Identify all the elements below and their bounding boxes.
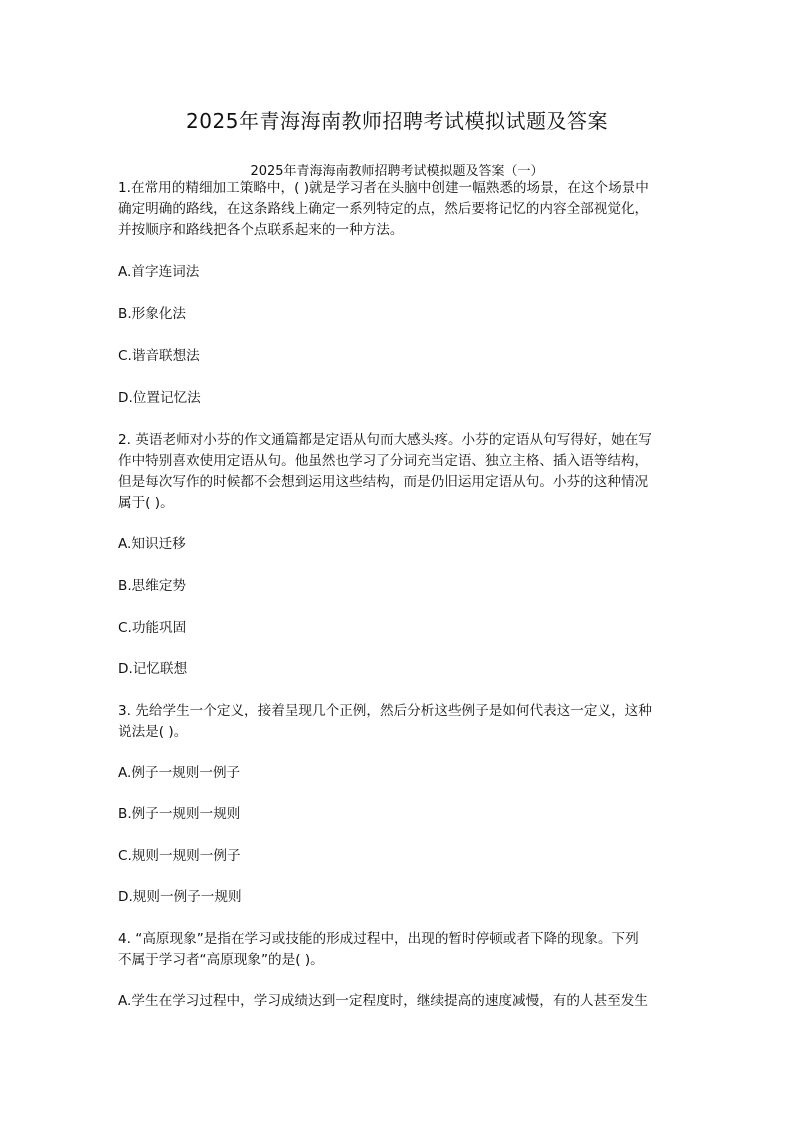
answer-option: A.例子一规则一例子 — [118, 765, 241, 781]
answer-option: D.规则一例子一规则 — [118, 889, 242, 905]
question-stem — [118, 929, 678, 971]
answer-option: A.学生在学习过程中，学习成绩达到一定程度时，继续提高的速度减慢，有的人甚至发生 — [118, 993, 648, 1009]
question-text-line: 说法是( )。 — [118, 724, 188, 740]
question-text-line: 2. 英语老师对小芬的作文通篇都是定语从句而大感头疼。小芬的定语从句写得好，她在写 — [118, 432, 652, 448]
document-subtitle: 2025年青海海南教师招聘考试模拟题及答案（一） — [250, 164, 544, 179]
answer-option: C.规则一规则一例子 — [118, 848, 241, 864]
answer-option: A.知识迁移 — [118, 536, 186, 552]
question-text-line: 1.在常用的精细加工策略中，( )就是学习者在头脑中创建一幅熟悉的场景，在这个场景中 — [118, 180, 649, 196]
answer-option: C.功能巩固 — [118, 620, 187, 636]
question-text-line: 4. “高原现象”是指在学习或技能的形成过程中，出现的暂时停顿或者下降的现象。下列 — [118, 931, 639, 947]
answer-option: B.例子一规则一规则 — [118, 806, 241, 822]
question-text-line: 但是每次写作的时候都不会想到运用这些结构，而是仍旧运用定语从句。小芬的这种情况 — [118, 474, 649, 490]
question-stem — [118, 178, 678, 241]
question-text-line: 确定明确的路线，在这条路线上确定一系列特定的点，然后要将记忆的内容全部视觉化， — [118, 201, 649, 217]
document-title: 2025年青海海南教师招聘考试模拟试题及答案 — [186, 109, 608, 133]
question-text-line: 并按顺序和路线把各个点联系起来的一种方法。 — [118, 222, 404, 238]
answer-option: D.记忆联想 — [118, 661, 188, 677]
answer-option: B.思维定势 — [118, 578, 187, 594]
answer-option: C.谐音联想法 — [118, 348, 200, 364]
question-stem — [118, 701, 678, 743]
answer-option: D.位置记忆法 — [118, 390, 201, 406]
question-stem — [118, 430, 678, 514]
question-text-line: 3. 先给学生一个定义，接着呈现几个正例，然后分析这些例子是如何代表这一定义，这种 — [118, 703, 652, 719]
question-text-line: 属于( )。 — [118, 495, 174, 511]
question-text-line: 不属于学习者“高原现象”的是( )。 — [118, 952, 324, 968]
answer-option: A.首字连词法 — [118, 264, 200, 280]
answer-option: B.形象化法 — [118, 306, 187, 322]
question-text-line: 作中特别喜欢使用定语从句。他虽然也学习了分词充当定语、独立主格、插入语等结构， — [118, 453, 649, 469]
